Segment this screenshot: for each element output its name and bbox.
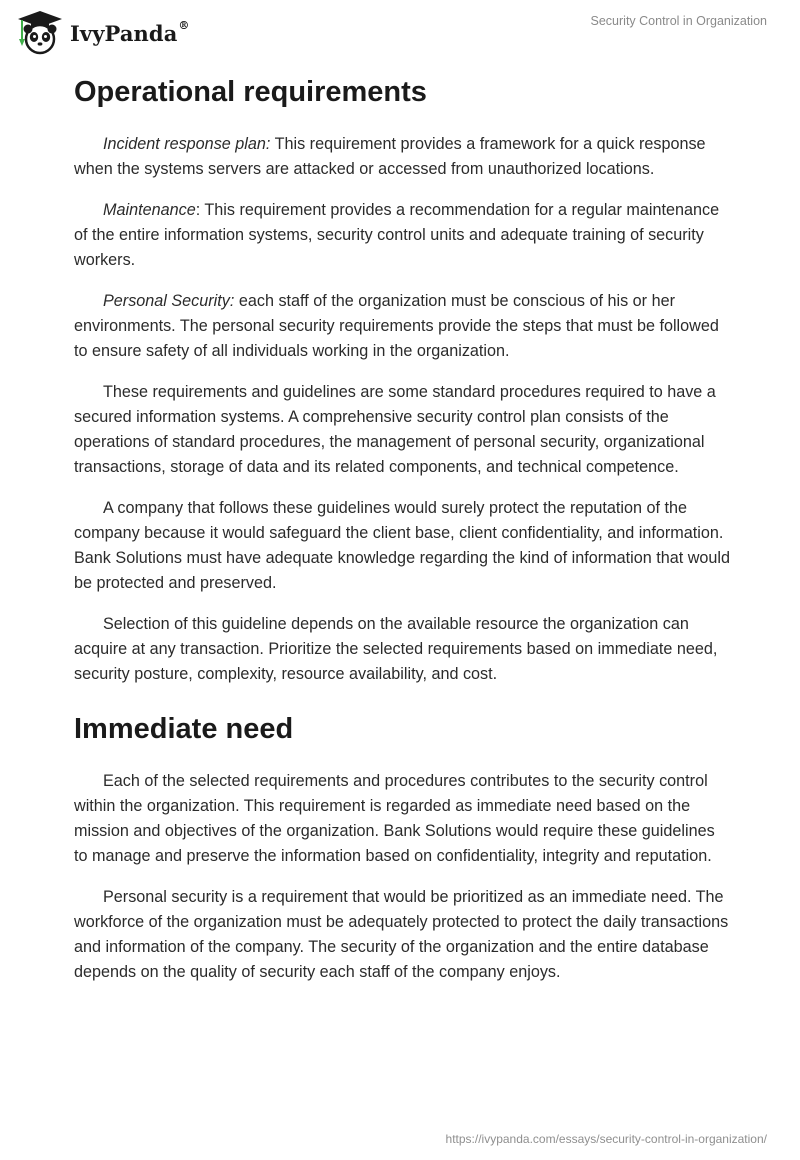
paragraph-text: each staff of the organization must be conscious of his or her environments. The personal security requirements provide the steps that must be followed to ensure safety of all individuals working in the organization.	[74, 292, 719, 360]
ivypanda-logo[interactable]	[14, 9, 190, 55]
paragraph-text: : This requirement provides a recommendation for a regular maintenance of the entire information systems, security control units and adequate training of security workers.	[74, 201, 720, 269]
paragraph-incident-response-plan	[74, 132, 730, 182]
paragraph-text: This requirement provides a framework for a quick response when the systems servers are attacked or accessed from unauthorized locations.	[74, 135, 706, 178]
paragraph-lead: Personal Security:	[103, 292, 235, 310]
paragraph-personal-security-priority: Personal security is a requirement that would be prioritized as an immediate need. The workforce of the organization must be adequately protected to protect the daily transactions and information of the company. The security of the organization and the entire database depends on the quality of security each staff of the company enjoys.	[74, 888, 729, 981]
paragraph-personal-security	[74, 289, 730, 364]
trademark-symbol: ®	[178, 18, 190, 32]
paragraph-maintenance	[74, 198, 730, 273]
panda-graduate-icon	[14, 9, 66, 55]
source-url-link[interactable]: https://ivypanda.com/essays/security-control-in-organization/	[445, 1132, 767, 1146]
running-title: Security Control in Organization	[590, 14, 767, 28]
paragraph-guideline-selection: Selection of this guideline depends on the available resource the organization can acquire at any transaction. Prioritize the selected requirements based on immediate need, security posture, complexity, resource availability, and cost.	[74, 615, 718, 683]
paragraph-company-reputation: A company that follows these guidelines would surely protect the reputation of the company because it would safeguard the client base, client confidentiality, and information. Bank Solutions must have adequate knowledge regarding the kind of information that would be protected and preserved.	[74, 499, 731, 592]
section-heading-immediate-need: Immediate need	[74, 713, 294, 745]
brand-name: IvyPanda®	[70, 18, 190, 46]
paragraph-selected-requirements: Each of the selected requirements and procedures contributes to the security control within the organization. This requirement is regarded as immediate need based on the mission and objectives of the organization. Bank Solutions would require these guidelines to manage and preserve the information based on confidentiality, integrity and reputation.	[74, 772, 715, 865]
essay-content	[74, 72, 730, 1001]
page-header	[0, 0, 800, 64]
paragraph-lead: Incident response plan:	[103, 135, 271, 153]
paragraph-standard-procedures: These requirements and guidelines are some standard procedures required to have a secured information systems. A comprehensive security control plan consists of the operations of standard procedures, the management of personal security, organizational transactions, storage of data and its related components, and technical competence.	[74, 383, 716, 476]
section-heading-operational-requirements: Operational requirements	[74, 76, 427, 108]
paragraph-lead: Maintenance	[103, 201, 196, 219]
